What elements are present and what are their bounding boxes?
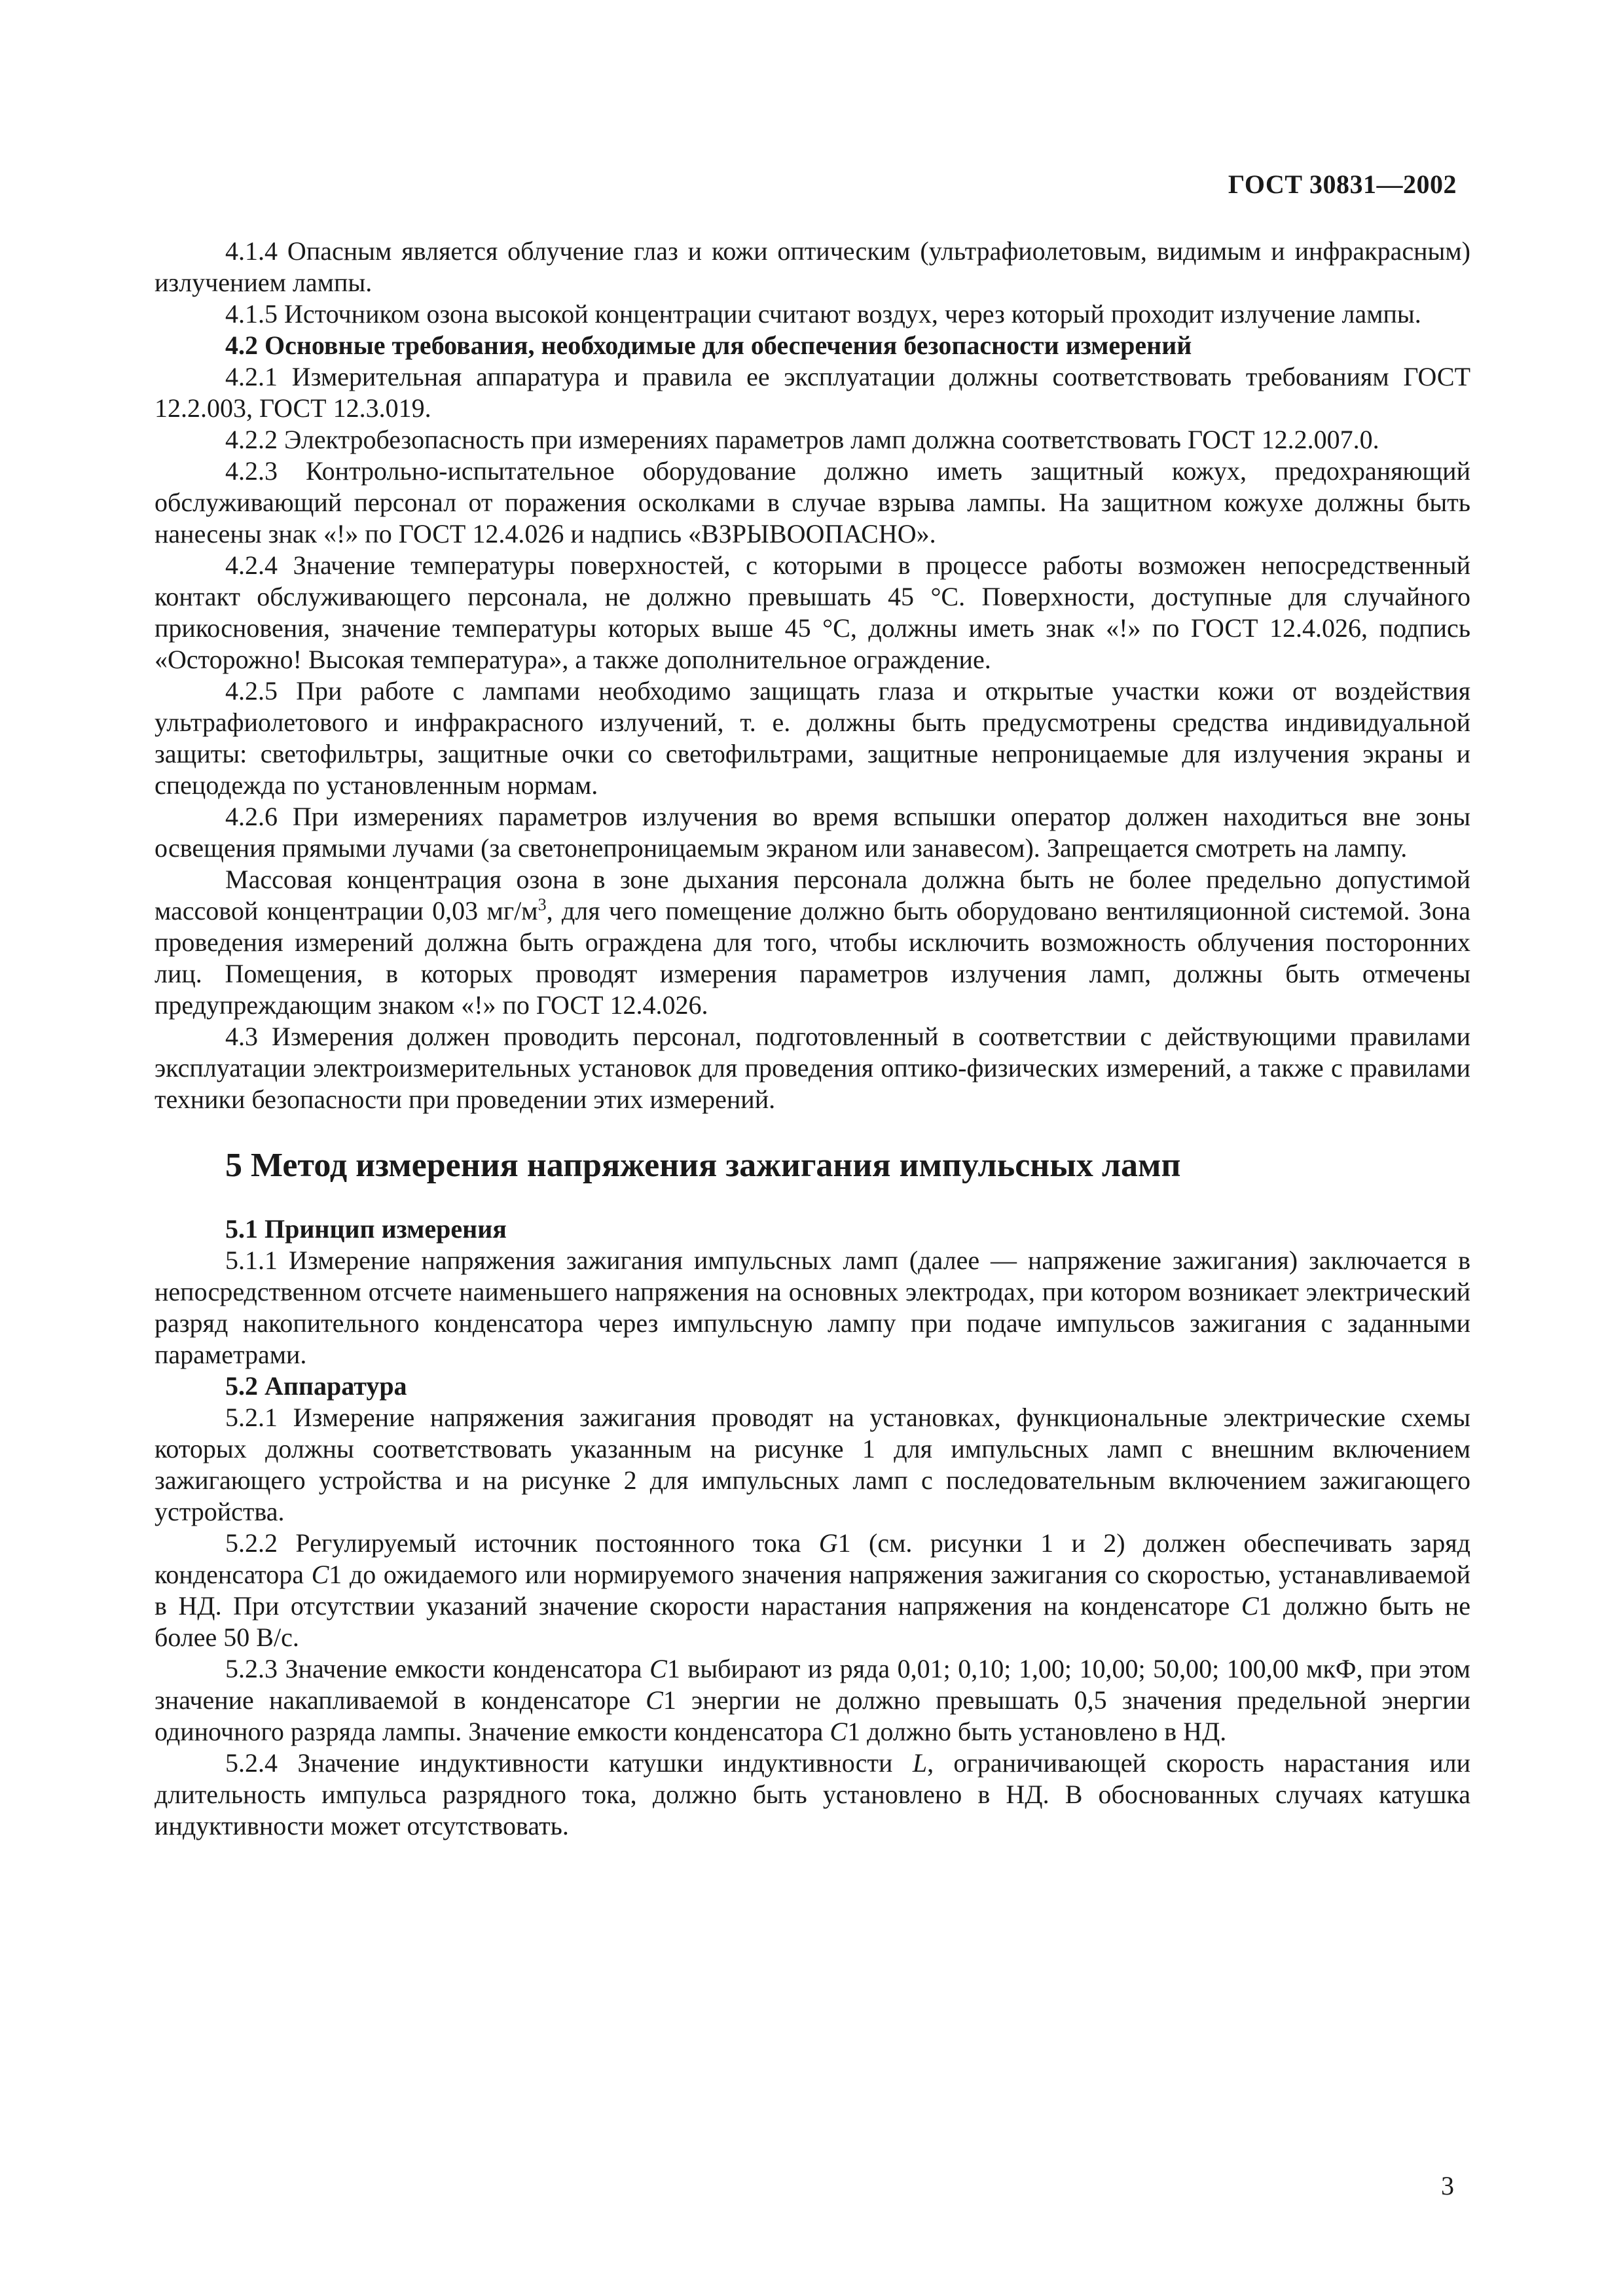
page-number: 3 xyxy=(1441,2171,1454,2200)
symbol-c: C xyxy=(646,1685,663,1715)
text-span: 1 (см. рисунки 1 и 2) должен обеспечивать заряд конденсатора xyxy=(155,1528,1470,1589)
symbol-c: C xyxy=(830,1717,848,1746)
paragraph-4-3: 4.3 Измерения должен проводить персонал, подготовленный в соответствии с действующими правилами эксплуатации электроизмерительных установок для проведения оптико-физических измерений, а также с правилами техники безопасности при проведении этих измерений. xyxy=(155,1022,1470,1114)
symbol-c: C xyxy=(311,1560,329,1589)
text-span: 1 выбирают из ряда 0,01; 0,10; 1,00; 10,00; 50,00; 100,00 мкФ, при этом значение накапливаемой в конденсаторе xyxy=(155,1654,1470,1715)
paragraph-5-2-3 xyxy=(155,1653,1470,1748)
ozone-text-after: , для чего помещение должно быть оборудовано вентиляционной системой. Зона проведения измерений должна быть ограждена для того, чтобы исключить возможность облучения посторонних лиц. Помещения, в которых проводят измерения параметров излучения ламп, должны быть отмечены предупреждающим знаком «!» по ГОСТ 12.4.026. xyxy=(155,896,1471,1020)
text-span: 1 должно быть установлено в НД. xyxy=(847,1717,1227,1746)
ozone-text-before: Массовая концентрация озона в зоне дыхания персонала должна быть не более предельно допустимой массовой концентрации 0,03 мг/м xyxy=(155,865,1470,925)
subsection-heading-5-1: 5.1 Принцип измерения xyxy=(225,1214,507,1244)
paragraph-4-2-5: 4.2.5 При работе с лампами необходимо защищать глаза и открытые участки кожи от воздействия ультрафиолетового и инфракрасного излучений, т. е. должны быть предусмотрены средства индивидуальной защиты: светофильтры, защитные очки со светофильтрами, защитные непроницаемые для излучения экраны и спецодежда по установленным нормам. xyxy=(155,676,1470,800)
ozone-superscript: 3 xyxy=(538,895,547,914)
symbol-l: L xyxy=(912,1748,928,1778)
paragraph-4-2-4: 4.2.4 Значение температуры поверхностей, с которыми в процессе работы возможен непосредственный контакт обслуживающего персонала, не должно превышать 45 °С. Поверхности, доступные для случайного прикосновения, значение температуры которых выше 45 °С, должны иметь знак «!» по ГОСТ 12.4.026, подпись «Осторожно! Высокая температура», а также дополнительное ограждение. xyxy=(155,550,1470,674)
subsection-heading-5-2: 5.2 Аппаратура xyxy=(225,1371,407,1401)
body-text xyxy=(155,236,1470,1842)
paragraph-4-2-3: 4.2.3 Контрольно-испытательное оборудование должно иметь защитный кожух, предохраняющий обслуживающий персонал от поражения осколками в случае взрыва лампы. На защитном кожухе должны быть нанесены знак «!» по ГОСТ 12.4.026 и надпись «ВЗРЫВООПАСНО». xyxy=(155,456,1470,548)
paragraph-4-1-4: 4.1.4 Опасным является облучение глаз и кожи оптическим (ультрафиолетовым, видимым и инфракрасным) излучением лампы. xyxy=(155,236,1470,297)
text-span: 1 до ожидаемого или нормируемого значения напряжения зажигания со скоростью, устанавливаемой в НД. При отсутствии указаний значение скорости нарастания напряжения на конденсаторе xyxy=(155,1560,1470,1621)
symbol-g: G xyxy=(818,1528,838,1558)
symbol-c: C xyxy=(649,1654,667,1683)
standard-code-header: ГОСТ 30831—2002 xyxy=(1228,170,1457,199)
paragraph-5-1-1: 5.1.1 Измерение напряжения зажигания импульсных ламп (далее — напряжение зажигания) заключается в непосредственном отсчете наименьшего напряжения на основных электродах, при котором возникает электрический разряд накопительного конденсатора через импульсную лампу при подаче импульсов зажигания с заданными параметрами. xyxy=(155,1246,1470,1369)
paragraph-4-2-2: 4.2.2 Электробезопасность при измерениях параметров ламп должна соответствовать ГОСТ 12.2.007.0. xyxy=(225,425,1379,454)
text-span: 1 энергии не должно превышать 0,5 значения предельной энергии одиночного разряда лампы. Значение емкости конденсатора xyxy=(155,1685,1470,1746)
section-heading-5: 5 Метод измерения напряжения зажигания импульсных ламп xyxy=(225,1147,1181,1184)
paragraph-5-2-4 xyxy=(155,1748,1470,1842)
paragraph-ozone xyxy=(155,864,1470,1021)
paragraph-5-2-1: 5.2.1 Измерение напряжения зажигания проводят на установках, функциональные электрические схемы которых должны соответствовать указанным на рисунке 1 для импульсных ламп с внешним включением зажигающего устройства и на рисунке 2 для импульсных ламп с последовательным включением зажигающего устройства. xyxy=(155,1403,1470,1526)
section-heading-4-2: 4.2 Основные требования, необходимые для обеспечения безопасности измерений xyxy=(225,331,1192,360)
text-span: , ограничивающей скорость нарастания или длительность импульса разрядного тока, должно быть установлено в НД. В обоснованных случаях катушка индуктивности может отсутствовать. xyxy=(155,1748,1470,1840)
paragraph-4-2-1: 4.2.1 Измерительная аппаратура и правила ее эксплуатации должны соответствовать требованиям ГОСТ 12.2.003, ГОСТ 12.3.019. xyxy=(155,362,1470,423)
paragraph-4-1-5: 4.1.5 Источником озона высокой концентрации считают воздух, через который проходит излучение лампы. xyxy=(225,299,1421,329)
text-span: 5.2.2 Регулируемый источник постоянного тока xyxy=(225,1528,819,1558)
text-span: 5.2.3 Значение емкости конденсатора xyxy=(225,1654,650,1683)
paragraph-4-2-6: 4.2.6 При измерениях параметров излучения во время вспышки оператор должен находиться вне зоны освещения прямыми лучами (за светонепроницаемым экраном или занавесом). Запрещается смотреть на лампу. xyxy=(155,802,1470,863)
paragraph-5-2-2 xyxy=(155,1528,1470,1653)
symbol-c: C xyxy=(1241,1591,1259,1621)
text-span: 1 должно быть не более 50 В/с. xyxy=(155,1591,1471,1652)
text-span: 5.2.4 Значение индуктивности катушки индуктивности xyxy=(225,1748,913,1778)
